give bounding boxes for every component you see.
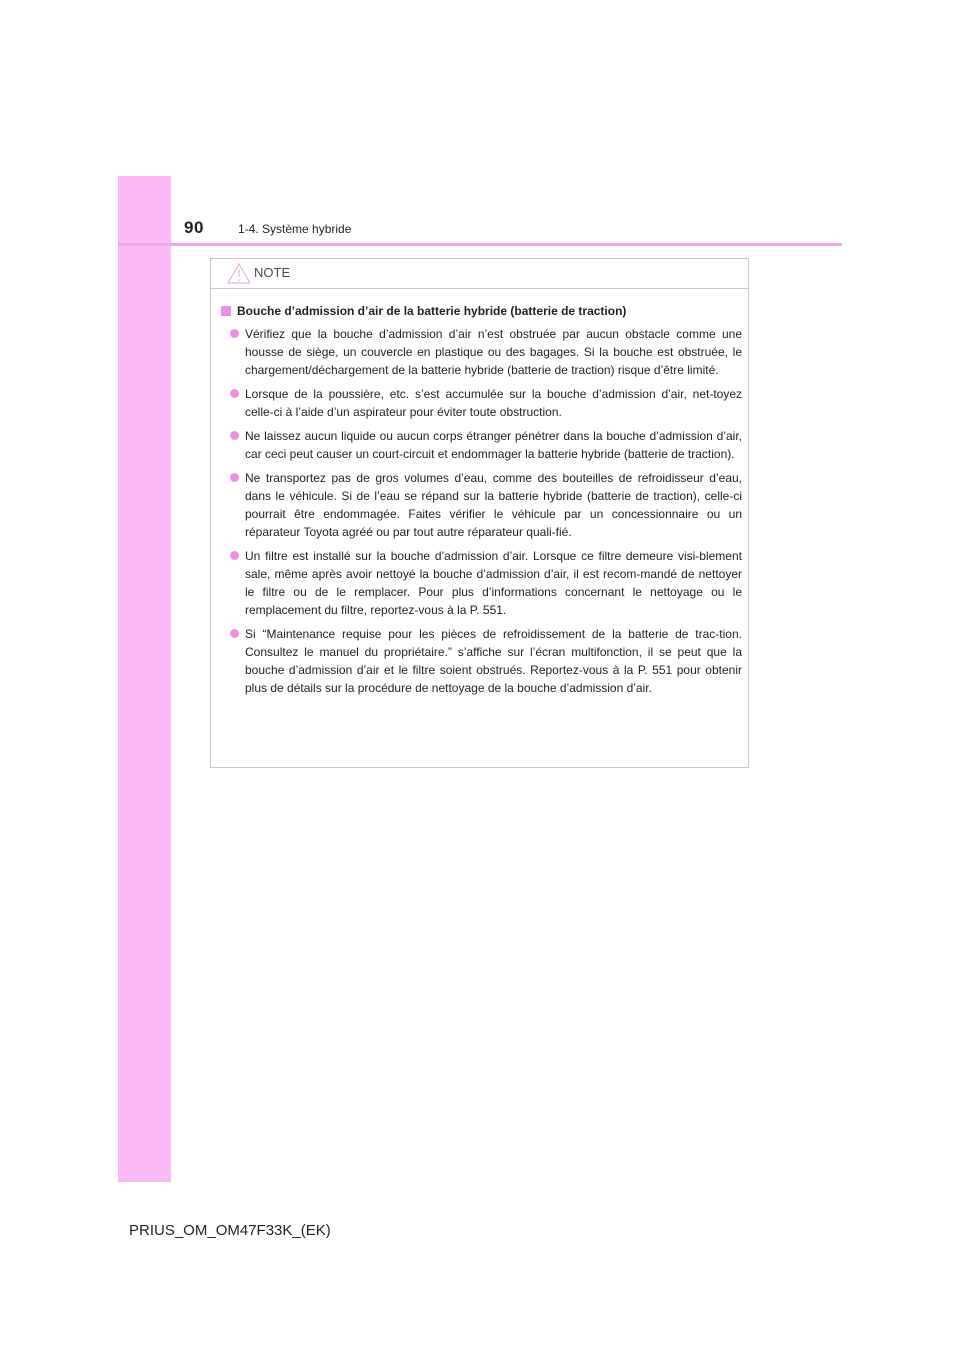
note-label: NOTE: [254, 265, 291, 280]
note-subheading: [221, 303, 742, 319]
list-item-text: Lorsque de la poussière, etc. s’est accumulée sur la bouche d’admission d’air, net-toyez celle-ci à l’aide d’un aspirateur pour éviter toute obstruction.: [245, 387, 742, 419]
document-code: PRIUS_OM_OM47F33K_(EK): [129, 1222, 331, 1239]
list-item-text: Un filtre est installé sur la bouche d’admission d’air. Lorsque ce filtre demeure visi-blement sale, même après avoir nettoyé la bouche d’admission d’air, il est recom-mandé de nettoyer le filtre ou de le remplacer. Pour plus d’informations concernant le nettoyage ou le remplacement du filtre, reportez-vous à la P. 551.: [245, 549, 742, 617]
list-item: [221, 325, 742, 379]
header-rule: [118, 243, 842, 246]
side-color-bar: [118, 176, 171, 1182]
square-bullet-icon: [221, 306, 231, 316]
circle-bullet-icon: [230, 551, 239, 560]
section-title: 1-4. Système hybride: [238, 222, 352, 236]
circle-bullet-icon: [230, 389, 239, 398]
list-item: [221, 625, 742, 697]
list-item-text: Ne laissez aucun liquide ou aucun corps étranger pénétrer dans la bouche d’admission d’air, car ceci peut causer un court-circuit et endommager la batterie hybride (batterie de traction).: [245, 429, 742, 461]
note-header: [211, 259, 748, 289]
circle-bullet-icon: [230, 629, 239, 638]
circle-bullet-icon: [230, 431, 239, 440]
warning-triangle-icon: [227, 263, 251, 284]
circle-bullet-icon: [230, 473, 239, 482]
circle-bullet-icon: [230, 329, 239, 338]
page-number: 90: [184, 218, 204, 237]
list-item-text: Vérifiez que la bouche d’admission d’air n’est obstruée par aucun obstacle comme une housse de siège, un couvercle en plastique ou des bagages. Si la bouche est obstruée, le chargement/déchargement de la batterie hybride (batterie de traction) risque d’être limité.: [245, 327, 742, 377]
note-box: [210, 258, 749, 768]
subheading-text: Bouche d’admission d’air de la batterie hybride (batterie de traction): [237, 304, 627, 318]
list-item: [221, 427, 742, 463]
list-item-text: Ne transportez pas de gros volumes d’eau, comme des bouteilles de refroidisseur d’eau, dans le véhicule. Si de l’eau se répand sur la batterie hybride (batterie de traction), celle-ci pourrait être endommagée. Faites vérifier le véhicule par un concessionnaire ou un réparateur Toyota agréé ou par tout autre réparateur quali-fié.: [245, 471, 742, 539]
list-item: [221, 469, 742, 541]
note-body: [211, 289, 748, 697]
list-item: [221, 385, 742, 421]
list-item-text: Si “Maintenance requise pour les pièces de refroidissement de la batterie de trac-tion. Consultez le manuel du propriétaire.” s’affiche sur l’écran multifonction, il se peut que la bouche d’admission d’air et le filtre soient obstrués. Reportez-vous à la P. 551 pour obtenir plus de détails sur la procédure de nettoyage de la bouche d’admission d’air.: [245, 627, 742, 695]
list-item: [221, 547, 742, 619]
